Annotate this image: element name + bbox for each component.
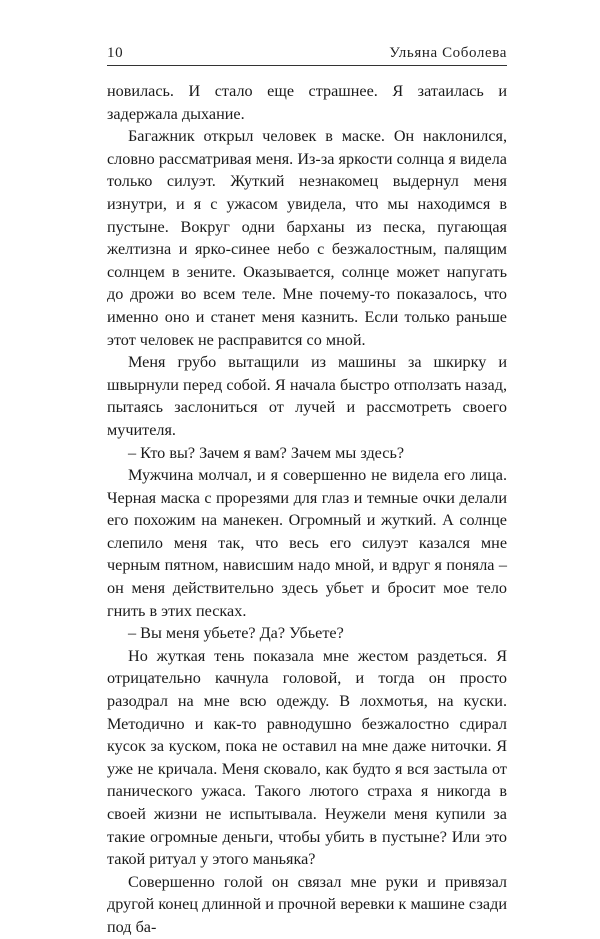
author-name: Ульяна Соболева: [389, 45, 507, 61]
body-text: [107, 80, 507, 939]
dialogue-line: – Кто вы? Зачем я вам? Зачем мы здесь?: [128, 443, 405, 462]
dialogue-line: – Вы меня убьете? Да? Убьете?: [128, 624, 344, 643]
paragraph: новилась. И стало еще страшнее. Я затаилась и задержала дыхание.: [107, 82, 507, 123]
header-rule: [107, 65, 507, 66]
paragraph: Но жуткая тень показала мне жестом раздеться. Я отрицательно качнула головой, и тогда он просто разодрал на мне всю одежду. В лохмотья, на куски. Методично и как-то равнодушно безжалостно сдирал кусок за куском, пока не оставил на мне даже ниточки. Я уже не кричала. Меня сковало, как будто я вся застыла от панического ужаса. Такого лютого страха я никогда в своей жизни не испытывала. Неужели меня купили за такие огромные деньги, чтобы убить в пустыне? Или это такой ритуал у этого маньяка?: [107, 646, 507, 869]
paragraph: Мужчина молчал, и я совершенно не видела его лица. Черная маска с прорезями для глаз и темные очки делали его похожим на манекен. Огромный и жуткий. А солнце слепило меня так, что весь его силуэт казался мне черным пятном, нависшим надо мной, и вдруг я поняла – он меня действительно здесь убьет и бросит мое тело гнить в этих песках.: [107, 466, 507, 620]
running-head: [107, 40, 507, 62]
paragraph: Меня грубо вытащили из машины за шкирку и швырнули перед собой. Я начала быстро отползать назад, пытаясь заслониться от лучей и рассмотреть своего мучителя.: [107, 353, 507, 439]
page-number: 10: [107, 45, 124, 61]
paragraph: Совершенно голой он связал мне руки и привязал другой конец длинной и прочной веревки к машине сзади под ба-: [107, 872, 507, 936]
paragraph: Багажник открыл человек в маске. Он наклонился, словно рассматривая меня. Из-за яркости солнца я видела только силуэт. Жуткий незнакомец выдернул меня изнутри, и я с ужасом увидела, что мы находимся в пустыне. Вокруг одни барханы из песка, пугающая желтизна и ярко-синее небо с безжалостным, палящим солнцем в зените. Оказывается, солнце может напугать до дрожи во всем теле. Мне почему-то показалось, что именно оно и станет меня казнить. Если только раньше этот человек не расправится со мной.: [107, 127, 507, 349]
